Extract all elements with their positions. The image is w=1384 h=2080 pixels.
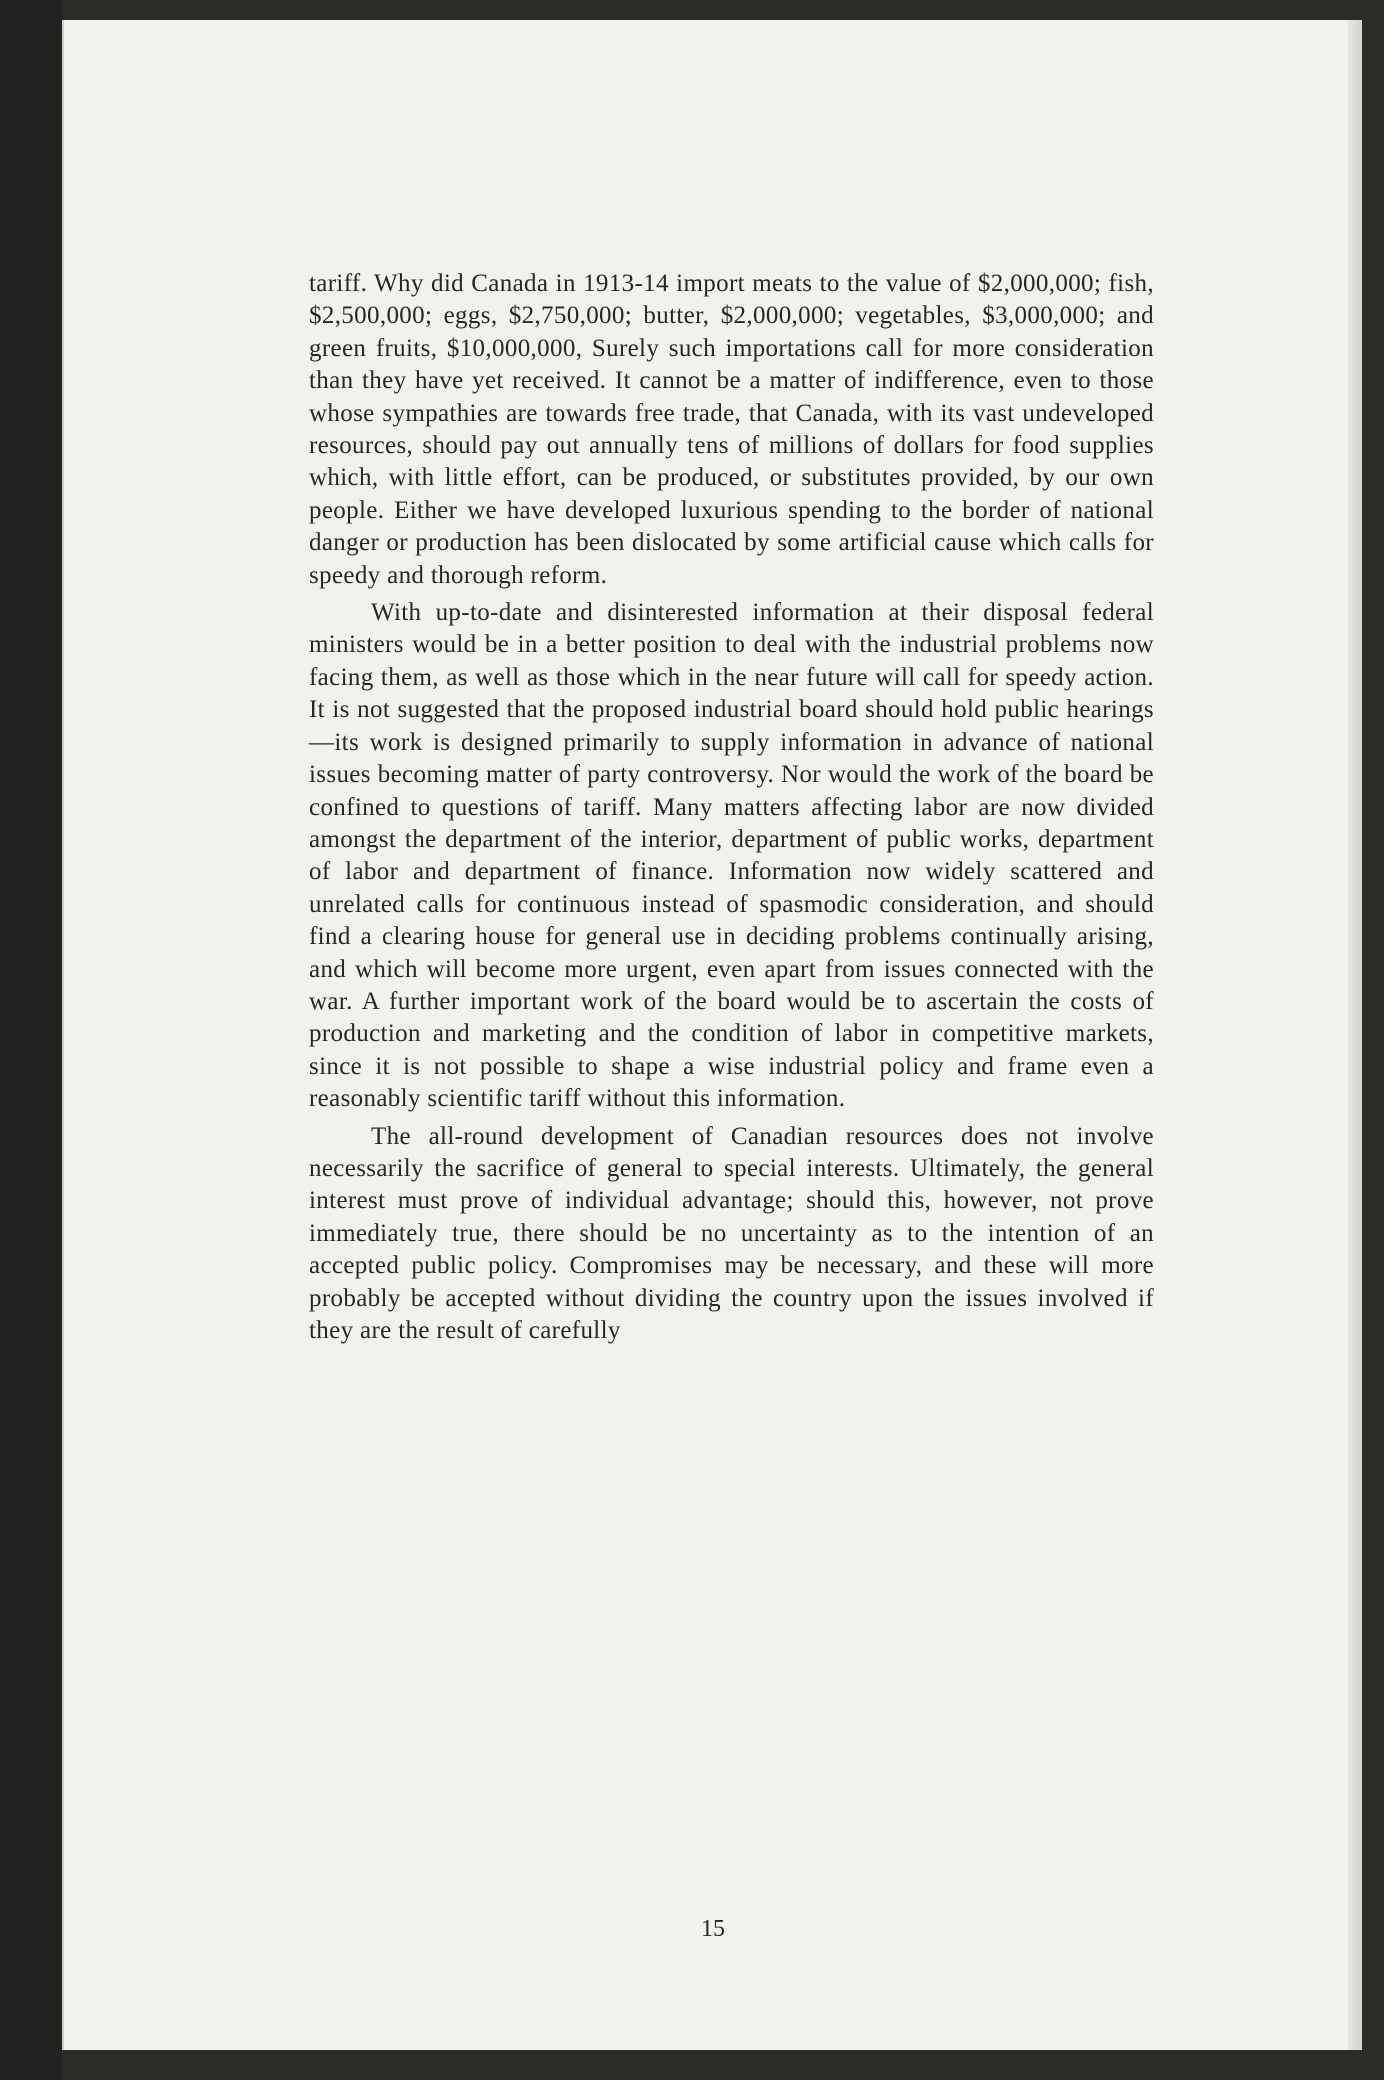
paragraph-1: tariff. Why did Canada in 1913-14 import meats to the value of $2,000,000; fish, $2,500,000; eggs, $2,750,000; butter, $2,000,000; vegetables, $3,000,000; and green fruits, $10,000,000, Surely such importations call for more consideration than they have yet received. It cannot be a matter of indifference, even to those whose sympathies are towards free trade, that Canada, with its vast undeveloped resources, should pay out annually tens of millions of dollars for food supplies which, with little effort, can be produced, or substitutes provided, by our own people. Either we have developed luxurious spending to the border of national danger or production has been dislocated by some artificial cause which calls for speedy and thorough reform. <box>309 270 1154 589</box>
paragraph-2: With up-to-date and disinterested information at their disposal federal ministers would be in a better position to deal with the industrial problems now facing them, as well as those which in the near future will call for speedy action. It is not suggested that the proposed industrial board should hold public hearings—its work is designed primarily to supply information in advance of national issues becoming matter of party controversy. Nor would the work of the board be confined to questions of tariff. Many matters affecting labor are now divided amongst the department of the interior, department of public works, department of labor and department of finance. Information now widely scattered and unrelated calls for continuous instead of spasmodic consideration, and should find a clearing house for general use in deciding problems continually arising, and which will become more urgent, even apart from issues connected with the war. A further important work of the board would be to ascertain the costs of production and marketing and the condition of labor in competitive markets, since it is not possible to shape a wise industrial policy and frame even a reasonably scientific tariff without this information. <box>309 599 1154 1113</box>
page-edge-shadow <box>1348 20 1362 2050</box>
body-text <box>309 268 1154 1347</box>
scan-left-margin <box>0 0 62 2080</box>
page-number: 15 <box>701 1916 725 1942</box>
paragraph-3: The all-round development of Canadian resources does not involve necessarily the sacrifice of general to special interests. Ultimately, the general interest must prove of individual advantage; should this, however, not prove immediately true, there should be no uncertainty as to the intention of an accepted public policy. Compromises may be necessary, and these will more probably be accepted without dividing the country upon the issues involved if they are the result of carefully <box>309 1122 1154 1344</box>
book-page <box>62 20 1362 2050</box>
